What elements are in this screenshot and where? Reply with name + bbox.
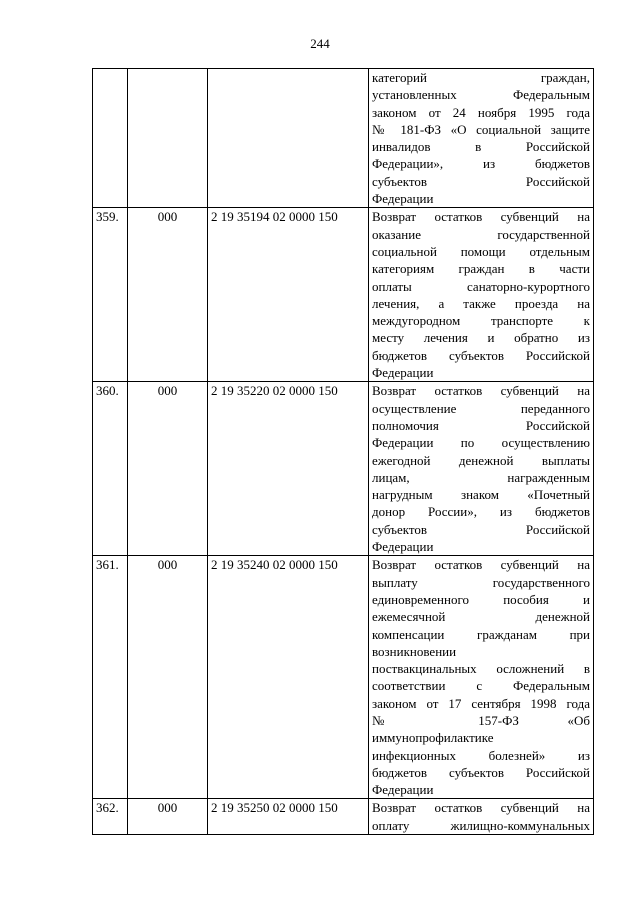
table-row (93, 799, 594, 835)
description-line: оплату жилищно-коммунальных (372, 817, 590, 833)
table-body (93, 69, 594, 835)
table-row (93, 556, 594, 799)
table-row (93, 208, 594, 382)
description-line: оказание государственной (372, 226, 590, 242)
description-line: № 157-ФЗ «Об (372, 712, 590, 728)
description-line: инфекционных болезней» из (372, 747, 590, 763)
description-line: категорий граждан, (372, 70, 590, 85)
description-line: выплату государственного (372, 574, 590, 590)
description-line: Возврат остатков субвенций на (372, 557, 590, 573)
budget-classification-code-cell: 2 19 35250 02 0000 150 (208, 799, 369, 835)
description-line: компенсации гражданам при (372, 626, 590, 642)
description-line: полномочия Российской (372, 417, 590, 433)
description-line: Федерации (372, 539, 434, 555)
description-line: Федерации», из бюджетов (372, 156, 590, 172)
description-line: лечения, а также проезда на (372, 295, 590, 311)
admin-code-cell: 000 (128, 556, 208, 799)
description-line: соответствии с Федеральным (372, 678, 590, 694)
description-line: бюджетов субъектов Российской (372, 347, 590, 363)
description-line: инвалидов в Российской (372, 139, 590, 155)
description-line: иммунопрофилактике (372, 730, 494, 746)
description-line: междугородном транспорте к (372, 313, 590, 329)
description-line: поствакцинальных осложнений в (372, 661, 590, 677)
description-line: лицам, награжденным (372, 469, 590, 485)
description-line: донор России», из бюджетов (372, 504, 590, 520)
description-line: ежемесячной денежной (372, 609, 590, 625)
table-row (93, 69, 594, 208)
description-cell (369, 799, 594, 835)
row-number-cell: 359. (93, 208, 128, 382)
description-line: категориям граждан в части (372, 261, 590, 277)
budget-classification-code-cell (208, 69, 369, 208)
description-line: законом от 24 ноября 1995 года (372, 104, 590, 120)
description-line: месту лечения и обратно из (372, 330, 590, 346)
description-line: Возврат остатков субвенций на (372, 800, 590, 816)
description-line: нагрудным знаком «Почетный (372, 487, 590, 503)
description-line: Федерации (372, 191, 434, 207)
budget-classification-code-cell: 2 19 35220 02 0000 150 (208, 382, 369, 556)
description-line: осуществление переданного (372, 400, 590, 416)
description-line: Возврат остатков субвенций на (372, 383, 590, 399)
description-line: Возврат остатков субвенций на (372, 209, 590, 225)
description-cell (369, 556, 594, 799)
budget-classification-code-cell: 2 19 35194 02 0000 150 (208, 208, 369, 382)
row-number-cell: 361. (93, 556, 128, 799)
budget-classification-code-cell: 2 19 35240 02 0000 150 (208, 556, 369, 799)
description-line: законом от 17 сентября 1998 года (372, 695, 590, 711)
row-number-cell: 362. (93, 799, 128, 835)
description-cell (369, 208, 594, 382)
admin-code-cell: 000 (128, 208, 208, 382)
description-line: Федерации по осуществлению (372, 435, 590, 451)
description-line: единовременного пособия и (372, 591, 590, 607)
budget-code-table (92, 68, 594, 835)
description-line: ежегодной денежной выплаты (372, 452, 590, 468)
row-number-cell (93, 69, 128, 208)
description-line: Федерации (372, 782, 434, 798)
page-number: 244 (310, 36, 330, 51)
description-cell (369, 382, 594, 556)
description-line: субъектов Российской (372, 173, 590, 189)
table-row (93, 382, 594, 556)
admin-code-cell (128, 69, 208, 208)
description-line: социальной помощи отдельным (372, 243, 590, 259)
description-line: возникновении (372, 643, 457, 659)
description-line: Федерации (372, 365, 434, 381)
description-line: субъектов Российской (372, 521, 590, 537)
admin-code-cell: 000 (128, 799, 208, 835)
description-line: установленных Федеральным (372, 87, 590, 103)
description-line: бюджетов субъектов Российской (372, 764, 590, 780)
description-line: оплаты санаторно-курортного (372, 278, 590, 294)
admin-code-cell: 000 (128, 382, 208, 556)
description-cell (369, 69, 594, 208)
description-line: № 181-ФЗ «О социальной защите (372, 121, 590, 137)
row-number-cell: 360. (93, 382, 128, 556)
